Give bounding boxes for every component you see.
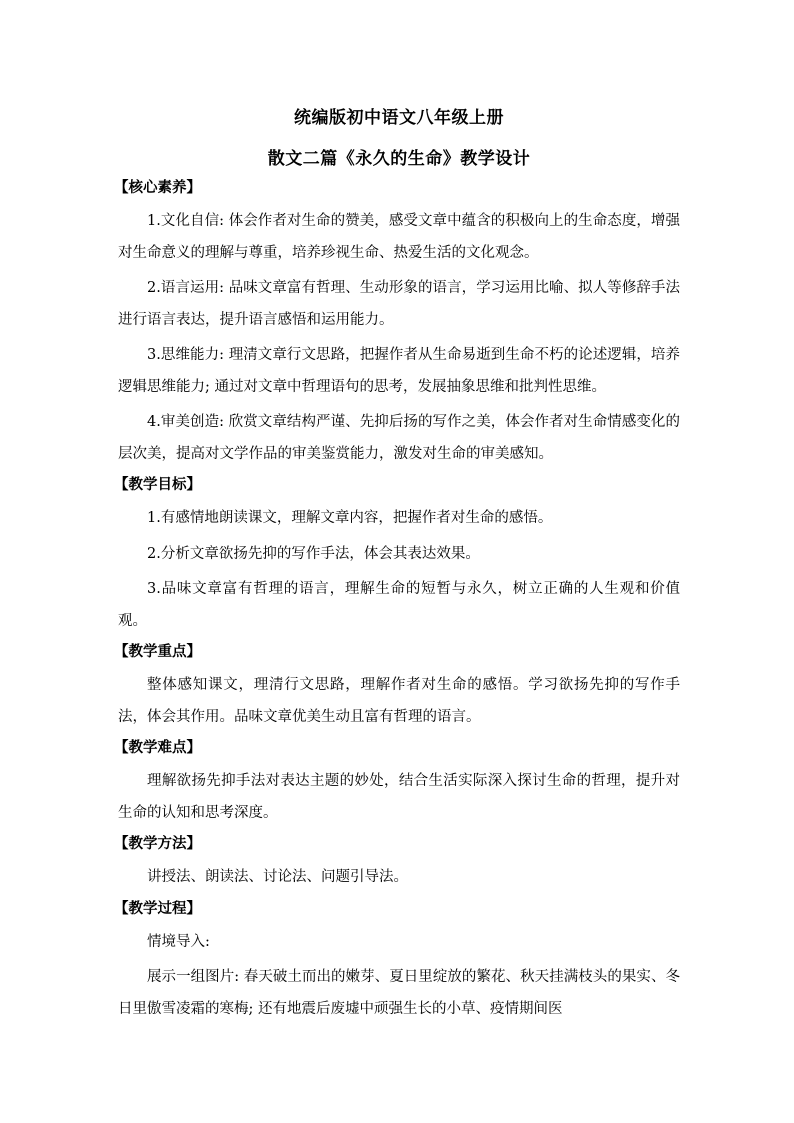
- document-title: 统编版初中语文八年级上册: [294, 108, 504, 128]
- section-heading: 【教学过程】: [114, 900, 201, 917]
- section-process: [114, 895, 680, 1026]
- paragraph: 理解欲扬先抑手法对表达主题的妙处，结合生活实际深入探讨生命的哲理，提升对生命的认知和思考深度。: [118, 773, 680, 821]
- paragraph: 讲授法、朗读法、讨论法、问题引导法。: [147, 869, 408, 885]
- section-teaching-goals: [114, 471, 680, 637]
- paragraph: 3.思维能力: 理清文章行文思路，把握作者从生命易逝到生命不朽的论述逻辑，培养逻辑思维能力; 通过对文章中哲理语句的思考，发展抽象思维和批判性思维。: [118, 347, 680, 395]
- section-difficulties: [114, 734, 680, 829]
- section-heading: 【教学重点】: [114, 644, 201, 660]
- paragraph: 展示一组图片: 春天破土而出的嫩芽、夏日里绽放的繁花、秋天挂满枝头的果实、冬日里傲雪凌霜的寒梅; 还有地震后废墟中顽强生长的小草、疫情期间医: [118, 969, 680, 1017]
- paragraph: 情境导入:: [147, 933, 210, 950]
- paragraph: 2.语言运用: 品味文章富有哲理、生动形象的语言，学习运用比喻、拟人等修辞手法进行语言表达，提升语言感悟和运用能力。: [118, 280, 680, 328]
- section-heading: 【教学方法】: [114, 836, 201, 852]
- section-methods: [114, 830, 680, 894]
- document-page: [114, 96, 680, 1025]
- section-key-points: [114, 638, 680, 733]
- paragraph: 整体感知课文，理清行文思路，理解作者对生命的感悟。学习欲扬先抑的写作手法，体会其作用。品味文章优美生动且富有哲理的语言。: [118, 677, 680, 725]
- paragraph: 2.分析文章欲扬先抑的写作手法，体会其表达效果。: [147, 545, 480, 562]
- paragraph: 3.品味文章富有哲理的语言，理解生命的短暂与永久，树立正确的人生观和价值观。: [118, 581, 680, 629]
- paragraph: 1.有感情地朗读课文，理解文章内容，把握作者对生命的感悟。: [147, 510, 553, 526]
- section-heading: 【教学难点】: [114, 740, 201, 756]
- section-core-literacy: [114, 174, 680, 470]
- section-heading: 【教学目标】: [114, 477, 201, 493]
- paragraph: 4.审美创造: 欣赏文章结构严谨、先抑后扬的写作之美，体会作者对生命情感变化的层次美，提高对文学作品的审美鉴赏能力，激发对生命的审美感知。: [118, 414, 680, 462]
- paragraph: 1.文化自信: 体会作者对生命的赞美，感受文章中蕴含的积极向上的生命态度，增强对生命意义的理解与尊重，培养珍视生命、热爱生活的文化观念。: [118, 213, 680, 261]
- document-subtitle: 散文二篇《永久的生命》教学设计: [267, 149, 531, 169]
- section-heading: 【核心素养】: [114, 180, 201, 196]
